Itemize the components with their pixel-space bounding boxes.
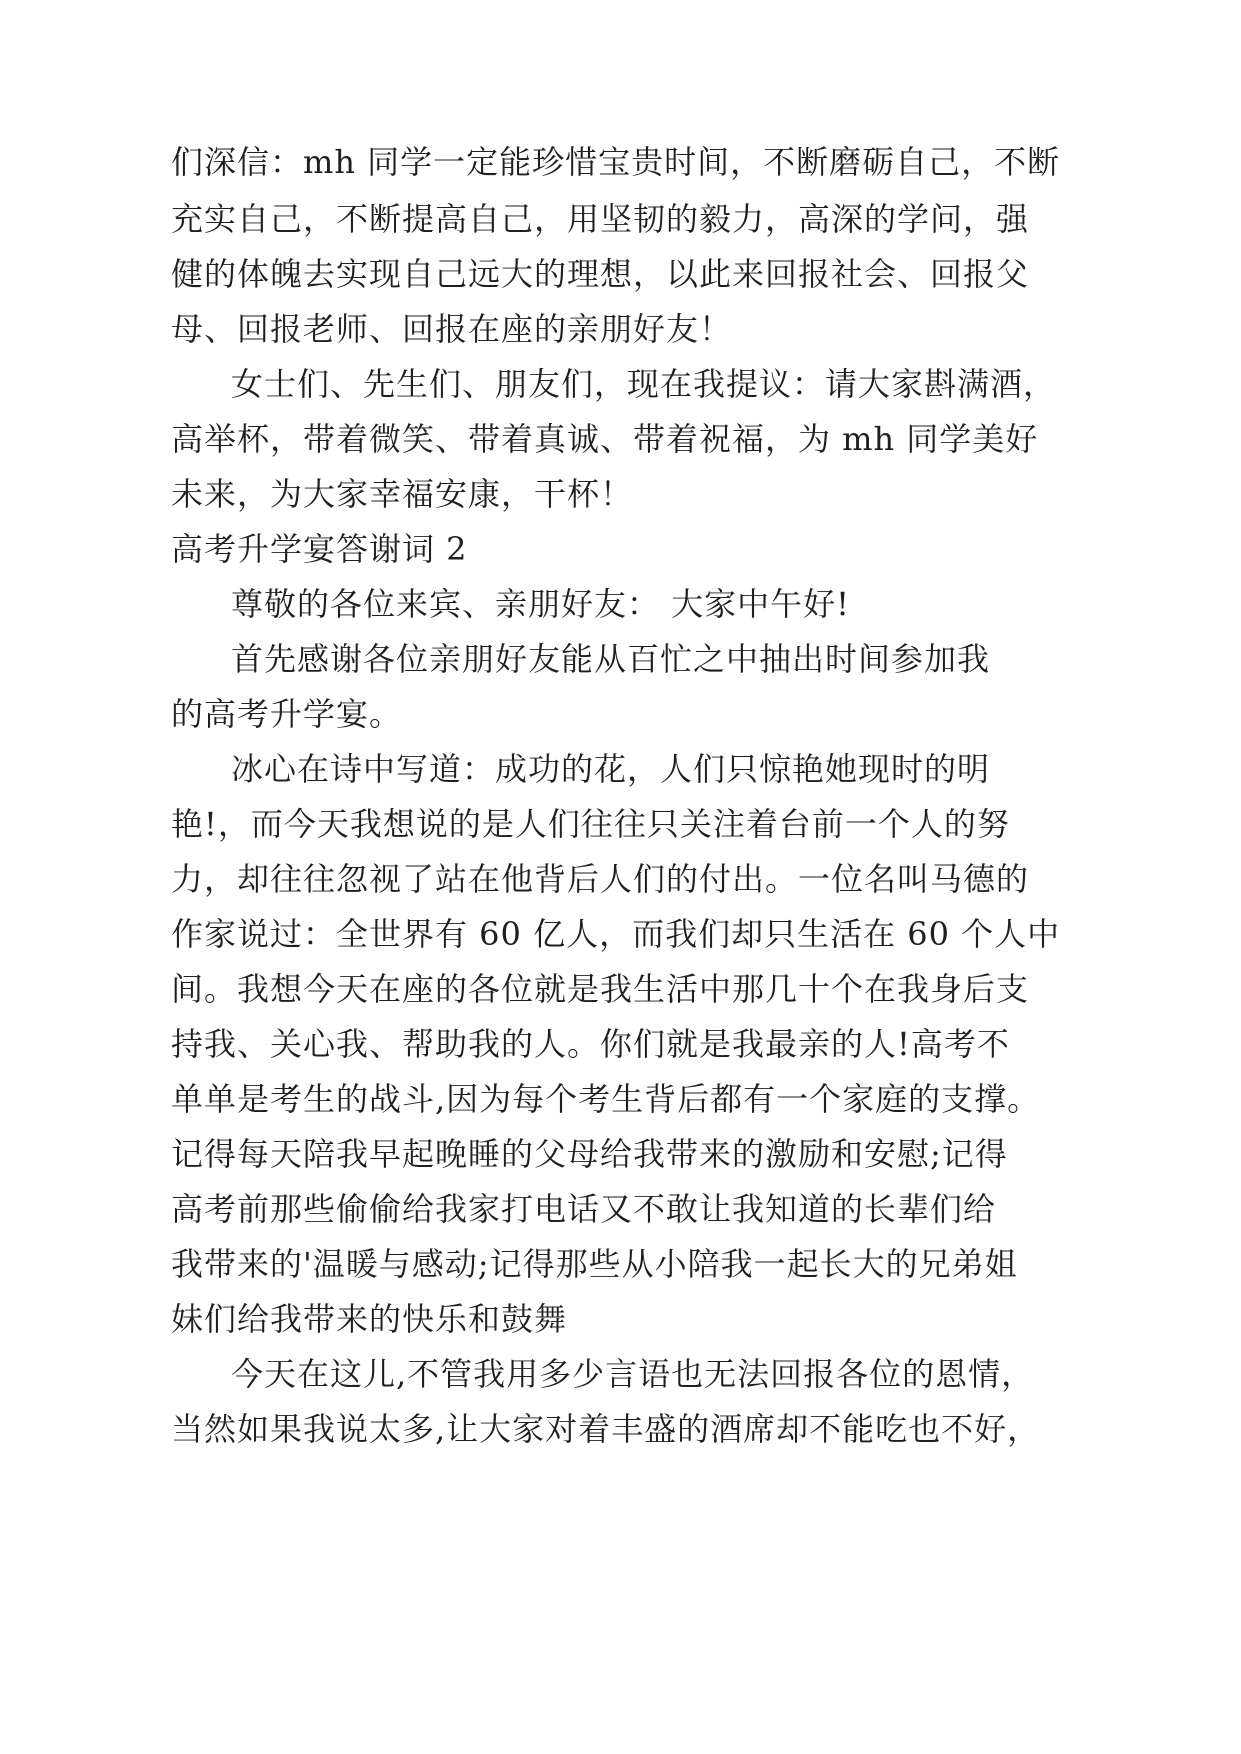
text-line: 力，却往往忽视了站在他背后人们的付出。一位名叫马德的: [171, 860, 1030, 898]
text-line: 首先感谢各位亲朋好友能从百忙之中抽出时间参加我: [231, 640, 991, 678]
text-line: 尊敬的各位来宾、亲朋好友： 大家中午好!: [231, 585, 851, 623]
text-line: 健的体魄去实现自己远大的理想，以此来回报社会、回报父: [171, 255, 1030, 293]
text-line: 妹们给我带来的快乐和鼓舞: [171, 1300, 568, 1338]
text-line: 未来，为大家幸福安康，干杯！: [171, 475, 634, 513]
text-line: 充实自己，不断提高自己，用坚韧的毅力，高深的学问，强: [171, 200, 1030, 238]
text-line: 我带来的'温暖与感动;记得那些从小陪我一起长大的兄弟姐: [171, 1245, 1018, 1283]
text-line: 间。我想今天在座的各位就是我生活中那几十个在我身后支: [171, 970, 1030, 1008]
text-line: 当然如果我说太多,让大家对着丰盛的酒席却不能吃也不好，: [171, 1410, 1041, 1448]
section-heading: 高考升学宴答谢词 2: [171, 530, 468, 568]
text-line: 冰心在诗中写道：成功的花，人们只惊艳她现时的明: [231, 750, 991, 788]
text-line: 们深信：mh 同学一定能珍惜宝贵时间，不断磨砺自己，不断: [171, 143, 1061, 181]
text-line: 女士们、先生们、朋友们，现在我提议：请大家斟满酒，: [231, 365, 1057, 403]
text-line: 单单是考生的战斗,因为每个考生背后都有一个家庭的支撑。: [171, 1080, 1041, 1118]
text-line: 高考前那些偷偷给我家打电话又不敢让我知道的长辈们给: [171, 1190, 997, 1228]
text-line: 今天在这儿,不管我用多少言语也无法回报各位的恩情，: [231, 1355, 1035, 1393]
text-line: 母、回报老师、回报在座的亲朋好友！: [171, 310, 733, 348]
text-line: 艳!，而今天我想说的是人们往往只关注着台前一个人的努: [171, 805, 1010, 843]
text-line: 记得每天陪我早起晚睡的父母给我带来的激励和安慰;记得: [171, 1135, 1008, 1173]
text-line: 的高考升学宴。: [171, 695, 403, 733]
text-line: 作家说过：全世界有 60 亿人，而我们却只生活在 60 个人中: [171, 915, 1061, 953]
text-line: 高举杯，带着微笑、带着真诚、带着祝福，为 mh 同学美好: [171, 420, 1039, 458]
text-line: 持我、关心我、帮助我的人。你们就是我最亲的人!高考不: [171, 1025, 1010, 1063]
